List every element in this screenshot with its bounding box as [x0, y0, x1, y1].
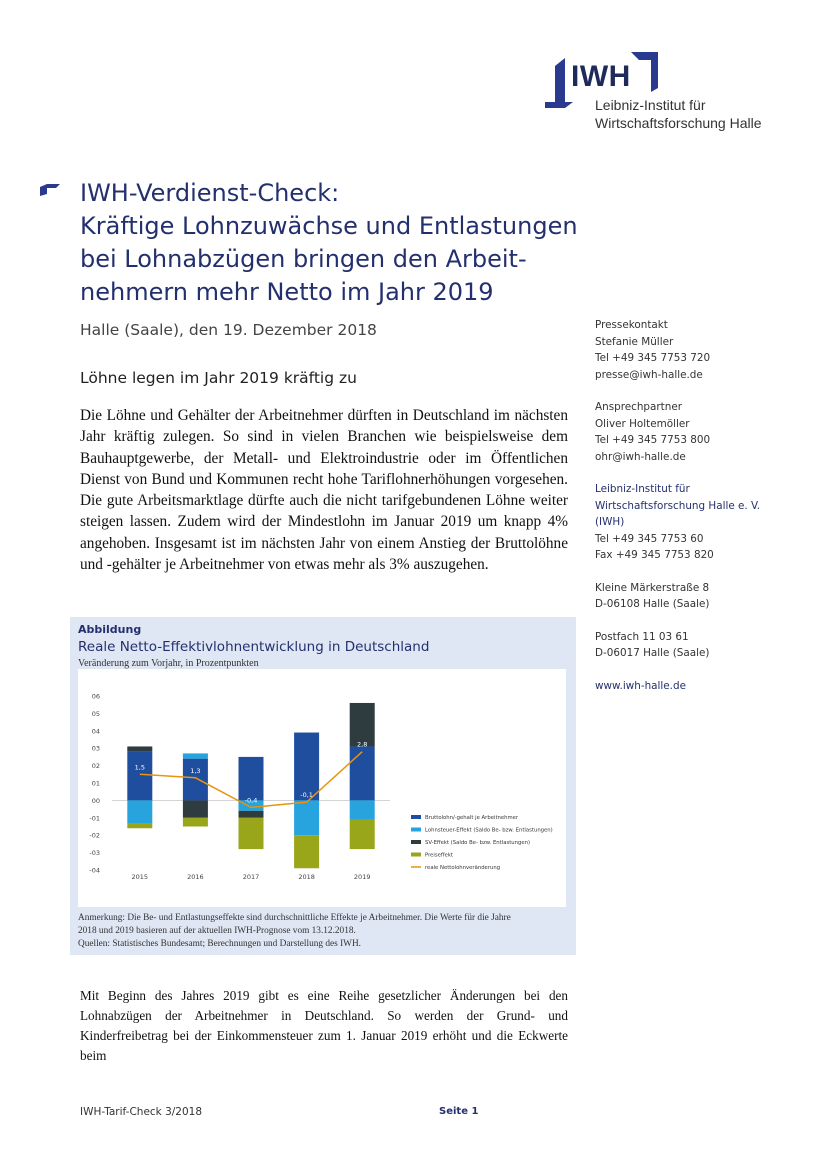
press-email-link[interactable]: presse@iwh-halle.de	[595, 368, 703, 381]
bar-segment	[127, 746, 152, 751]
press-name: Stefanie Müller	[595, 335, 674, 348]
institute-name: Leibniz-Institut für Wirtschaftsforschung Halle	[595, 97, 762, 131]
legend-label: reale Nettolohnveränderung	[425, 865, 501, 871]
legend-swatch	[411, 840, 421, 844]
footer-publication: IWH-Tarif-Check 3/2018	[80, 1106, 203, 1118]
po-box-city: D-06017 Halle (Saale)	[595, 647, 710, 659]
data-label: 1,5	[134, 763, 145, 772]
legend-label: Preiseffekt	[425, 852, 453, 859]
contact-name: Oliver Holtemöller	[595, 417, 690, 430]
figure-subtitle: Veränderung zum Vorjahr, in Prozentpunkten	[78, 658, 259, 669]
bar-segment	[350, 746, 375, 800]
y-tick-label: 01	[91, 779, 100, 788]
press-phone: Tel +49 345 7753 720	[595, 352, 711, 364]
institute-line: Leibniz-Institut für	[595, 483, 690, 495]
figure-note: Anmerkung: Die Be- und Entlastungseffekte sind durchschnittliche Effekte je Arbeitnehmer. Die Werte für die Jahre 2018 und 2019 basieren auf der aktuellen IWH-Prognose vom 13.12.2018. Quellen: Statistisches Bundesamt; Berechnungen und Darstellung des IWH.	[78, 913, 511, 949]
figure-title: Reale Netto-Effektivlohnentwicklung in Deutschland	[78, 639, 430, 655]
legend-label: Lohnsteuer-Effekt (Saldo Be- bzw. Entlastungen)	[425, 827, 553, 834]
legend-swatch	[411, 815, 421, 819]
bar-segment	[350, 800, 375, 819]
institute-line: Wirtschaftsforschung Halle e. V.	[595, 499, 761, 512]
bar-chart	[78, 669, 566, 907]
x-tick-label: 2018	[298, 873, 315, 881]
bar-segment	[239, 757, 264, 801]
contact-label: Ansprechpartner	[595, 401, 682, 413]
bar-segment	[239, 811, 264, 818]
data-label: -0,1	[300, 791, 313, 800]
data-label: 2,8	[357, 740, 368, 749]
bar-segment	[183, 753, 208, 758]
data-label: 1,3	[190, 766, 201, 775]
y-tick-label: 00	[91, 796, 100, 805]
institute-phone: Tel +49 345 7753 60	[595, 532, 704, 545]
city-address: D-06108 Halle (Saale)	[595, 598, 710, 610]
contact-sidebar	[595, 317, 795, 710]
y-tick-label: 03	[91, 744, 100, 753]
bar-segment	[294, 835, 319, 868]
dateline: Halle (Saale), den 19. Dezember 2018	[80, 321, 377, 339]
contact-phone: Tel +49 345 7753 800	[595, 434, 711, 446]
x-tick-label: 2016	[187, 873, 204, 881]
chart-area	[78, 669, 566, 907]
legend-swatch	[411, 853, 421, 857]
contact-email-link[interactable]: ohr@iwh-halle.de	[595, 450, 686, 463]
bar-segment	[239, 818, 264, 849]
logo-text: IWH	[571, 60, 631, 93]
data-label: -0,4	[244, 796, 258, 805]
section-heading: Löhne legen im Jahr 2019 kräftig zu	[80, 369, 357, 387]
bar-segment	[183, 818, 208, 827]
street-address: Kleine Märkerstraße 8	[595, 581, 710, 594]
press-label: Pressekontakt	[595, 319, 668, 331]
x-tick-label: 2019	[353, 873, 371, 881]
bar-segment	[183, 800, 208, 817]
page-number: Seite 1	[439, 1106, 479, 1117]
bar-segment	[183, 759, 208, 801]
x-tick-label: 2017	[242, 873, 260, 881]
legend-swatch	[411, 828, 421, 832]
y-tick-label: 05	[91, 709, 100, 718]
figure-kicker: Abbildung	[78, 623, 142, 636]
y-tick-label: 04	[91, 727, 100, 736]
body-paragraph: Mit Beginn des Jahres 2019 gibt es eine Reihe gesetzlicher Änderungen bei den Lohnabzügen der Arbeitnehmer in Deutschland. So werden der Grund- und Kinderfreibetrag bei der Einkommensteuer zum 1. Januar 2019 erhöht und die Eckwerte beim	[80, 988, 568, 1063]
institute-fax: Fax +49 345 7753 820	[595, 549, 714, 561]
y-tick-label: -01	[89, 814, 100, 823]
institute-line: (IWH)	[595, 516, 625, 528]
website-link[interactable]: www.iwh-halle.de	[595, 679, 686, 692]
legend-label: Bruttolohn/-gehalt je Arbeitnehmer	[425, 815, 519, 821]
x-tick-label: 2015	[131, 873, 149, 881]
y-tick-label: 06	[91, 692, 100, 701]
y-tick-label: 02	[91, 762, 100, 771]
body-paragraph: Die Löhne und Gehälter der Arbeitnehmer dürften in Deutschland im nächsten Jahr kräftig zulegen. So sind in vielen Branchen wie beispielsweise dem Bauhauptgewerbe, der Metall- und Elektroindustrie oder im Öffentlichen Dienst von Bund und Kommunen recht hohe Tariflohnerhöhungen vorgesehen. Die gute Arbeitsmarktlage dürfte auch die nicht tarifgebundenen Löhne weiter steigen lassen. Zudem wird der Mindestlohn im Januar 2019 um knapp 4% angehoben. Insgesamt ist im nächsten Jahr von einem Anstieg der Bruttolöhne und -gehälter je Arbeitnehmer von etwas mehr als 3% auszugehen.	[80, 407, 568, 574]
y-tick-label: -02	[89, 831, 100, 840]
iwh-logo	[543, 46, 773, 146]
title-marker-icon	[40, 184, 62, 196]
bar-segment	[127, 752, 152, 801]
bar-segment	[127, 800, 152, 823]
page-title: IWH-Verdienst-Check: Kräftige Lohnzuwächse und Entlastungen bei Lohnabzügen bringen den Arbeit- nehmern mehr Netto im Jahr 2019	[80, 179, 578, 306]
bar-segment	[127, 823, 152, 828]
bar-segment	[294, 800, 319, 835]
y-tick-label: -04	[89, 866, 100, 875]
legend-label: SV-Effekt (Saldo Be- bzw. Entlastungen)	[425, 840, 531, 846]
figure-box	[70, 617, 576, 955]
po-box: Postfach 11 03 61	[595, 630, 689, 643]
bar-segment	[350, 820, 375, 850]
y-tick-label: -03	[89, 849, 100, 858]
